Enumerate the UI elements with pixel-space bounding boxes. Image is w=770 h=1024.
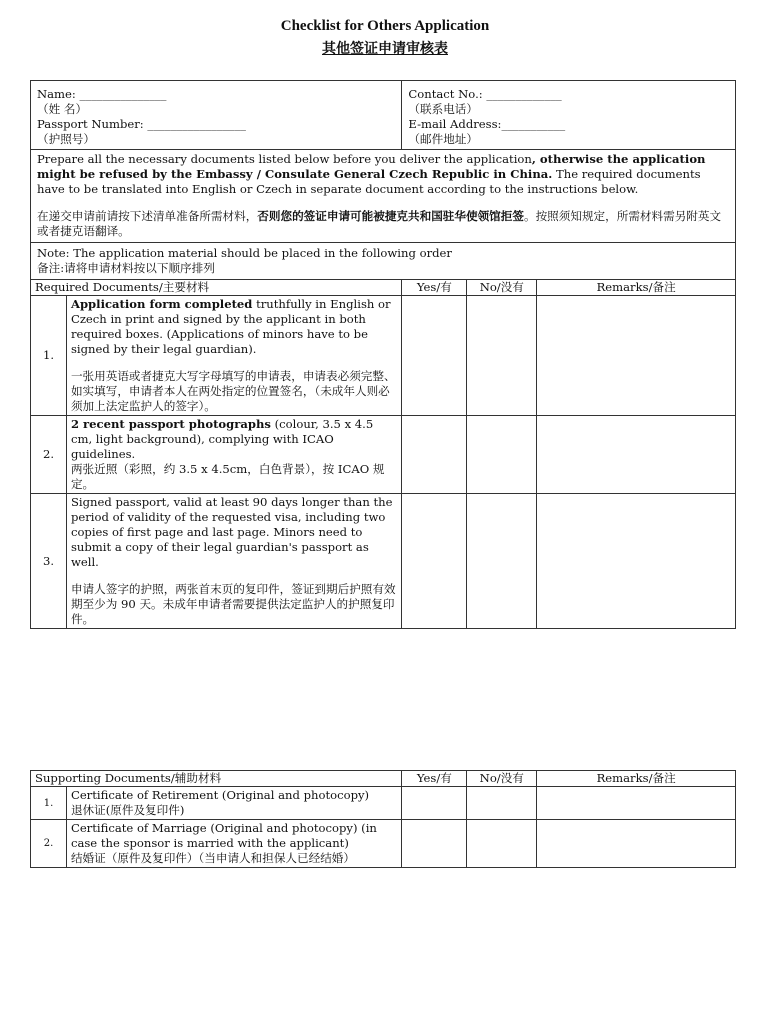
item-number: 1. — [31, 296, 67, 416]
item-cn-text: 申请人签字的护照，两张首末页的复印件，签证到期后护照有效期至少为 90 天。未成年申请者需要提供法定监护人的护照复印件。 — [70, 582, 396, 626]
item-text: Certificate of Retirement (Original and photocopy) — [70, 788, 370, 802]
name-field[interactable]: Name: _______________ — [37, 87, 167, 101]
note-text: Note: The application material should be placed in the following order — [37, 246, 452, 260]
item-cn-text: 退休证(原件及复印件) — [70, 803, 185, 817]
applicant-left-cell — [31, 81, 402, 150]
item-description — [66, 416, 401, 494]
intro-row — [31, 150, 736, 243]
applicant-info-row — [31, 81, 736, 150]
item-cn-text: 结婚证（原件及复印件）（当申请人和担保人已经结婚） — [70, 851, 355, 865]
remarks-cell[interactable] — [537, 820, 736, 868]
intro-cn-text: 在递交申请前请按下述清单准备所需材料， — [37, 209, 258, 223]
remarks-cell[interactable] — [537, 416, 736, 494]
yes-header: Yes/有 — [402, 280, 467, 296]
required-header-row — [31, 280, 736, 296]
item-number: 2. — [31, 820, 67, 868]
table-row — [31, 494, 736, 629]
item-number: 3. — [31, 494, 67, 629]
remarks-cell[interactable] — [537, 296, 736, 416]
passport-cn-label: （护照号） — [37, 132, 95, 146]
supporting-header-row — [31, 771, 736, 787]
table-row — [31, 296, 736, 416]
contact-number-field[interactable]: Contact No.: _____________ — [408, 87, 562, 101]
yes-checkbox-cell[interactable] — [402, 820, 467, 868]
remarks-cell[interactable] — [537, 787, 736, 820]
email-cn-label: （邮件地址） — [408, 132, 478, 146]
table-row — [31, 787, 736, 820]
note-row — [31, 243, 736, 280]
remarks-header: Remarks/备注 — [537, 771, 736, 787]
no-header: No/没有 — [467, 771, 537, 787]
intro-text-2: The required documents have to be translated into English or Czech in separate document according to the instructions below. — [37, 167, 701, 196]
remarks-cell[interactable] — [537, 494, 736, 629]
email-field[interactable]: E-mail Address:___________ — [408, 117, 566, 131]
item-description — [66, 494, 401, 629]
item-description — [66, 820, 401, 868]
required-documents-table — [30, 80, 736, 629]
intro-text: Prepare all the necessary documents listed below before you deliver the application — [37, 152, 532, 166]
item-text: truthfully in English or Czech in print and signed by the applicant in both required boxes. (Applications of minors have to be signed by their legal guardian). — [70, 297, 391, 356]
intro-cn-warning: 否则您的签证申请可能被捷克共和国驻华使领馆拒签 — [257, 209, 524, 223]
yes-checkbox-cell[interactable] — [402, 296, 467, 416]
item-number: 2. — [31, 416, 67, 494]
intro-cell — [31, 150, 736, 243]
applicant-right-cell — [402, 81, 736, 150]
passport-number-field[interactable]: Passport Number: _________________ — [37, 117, 246, 131]
note-cell — [31, 243, 736, 280]
table-row — [31, 416, 736, 494]
remarks-header: Remarks/备注 — [537, 280, 736, 296]
no-checkbox-cell[interactable] — [467, 820, 537, 868]
item-number: 1. — [31, 787, 67, 820]
page-title-cn: 其他签证申请审核表 — [322, 42, 448, 57]
yes-checkbox-cell[interactable] — [402, 494, 467, 629]
note-cn-text: 备注:请将申请材料按以下顺序排列 — [37, 261, 215, 275]
item-text: Signed passport, valid at least 90 days longer than the period of validity of the requested visa, including two copies of first page and last page. Minors need to submit a copy of their legal guardian's passport as well. — [70, 495, 393, 569]
item-title: Application form completed — [70, 297, 253, 311]
yes-checkbox-cell[interactable] — [402, 787, 467, 820]
no-checkbox-cell[interactable] — [467, 416, 537, 494]
required-header: Required Documents/主要材料 — [31, 280, 402, 296]
no-header: No/没有 — [467, 280, 537, 296]
item-cn-text: 一张用英语或者捷克大写字母填写的申请表，申请表必须完整、如实填写，申请者本人在两处指定的位置签名，（未成年人则必须加上法定监护人的签字）。 — [70, 369, 396, 413]
name-cn-label: （姓 名） — [37, 102, 88, 116]
item-title: 2 recent passport photographs — [70, 417, 271, 431]
no-checkbox-cell[interactable] — [467, 787, 537, 820]
supporting-header: Supporting Documents/辅助材料 — [31, 771, 402, 787]
yes-header: Yes/有 — [402, 771, 467, 787]
item-description — [66, 787, 401, 820]
contact-cn-label: （联系电话） — [408, 102, 478, 116]
no-checkbox-cell[interactable] — [467, 296, 537, 416]
no-checkbox-cell[interactable] — [467, 494, 537, 629]
page-title: Checklist for Others Application — [280, 18, 490, 34]
intro-cn-text-2: 。按照须知规定，所需材料需另附英文或者捷克语翻译。 — [37, 209, 722, 238]
item-description — [66, 296, 401, 416]
yes-checkbox-cell[interactable] — [402, 416, 467, 494]
supporting-documents-table — [30, 770, 736, 868]
item-text: Certificate of Marriage (Original and photocopy) (in case the sponsor is married with the applicant) — [70, 821, 377, 850]
intro-warning: , otherwise the application might be refused by the Embassy / Consulate General Czech Republic in China. — [37, 152, 706, 181]
item-text: (colour, 3.5 x 4.5 cm, light background), complying with ICAO guidelines. — [70, 417, 374, 461]
table-row — [31, 820, 736, 868]
item-cn-text: 两张近照（彩照，约 3.5 x 4.5cm，白色背景），按 ICAO 规定。 — [70, 462, 385, 491]
